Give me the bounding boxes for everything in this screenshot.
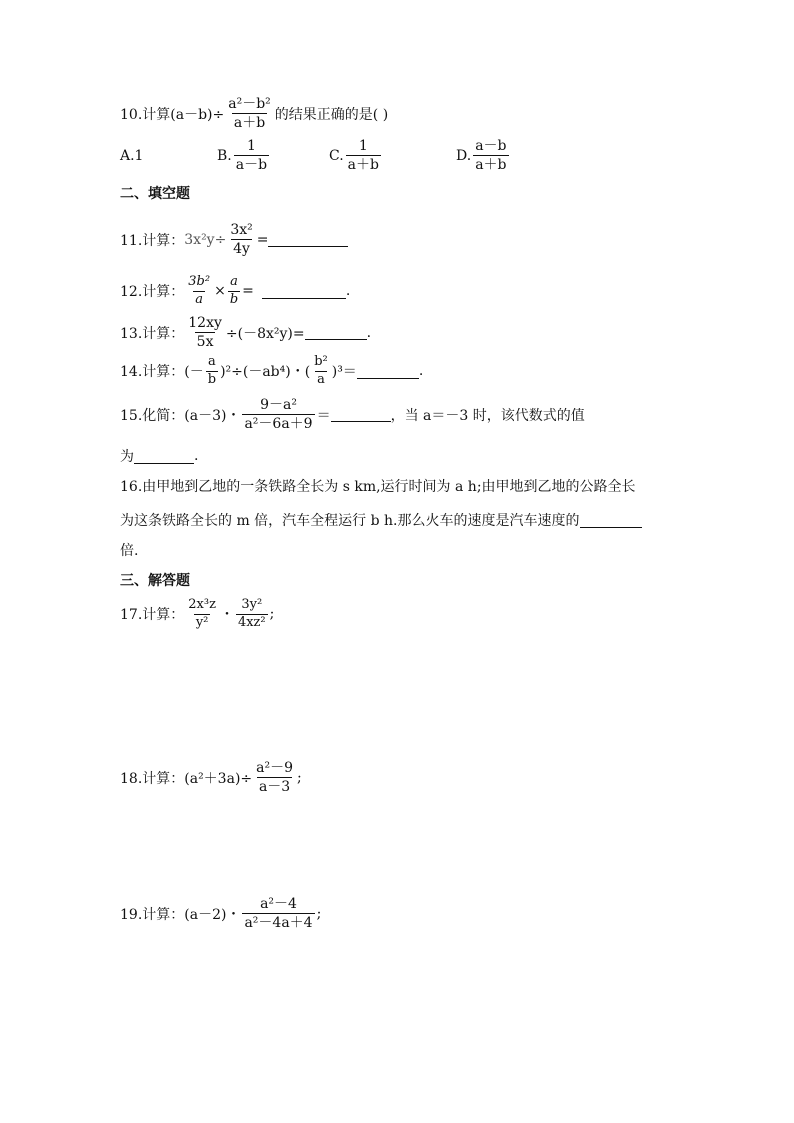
question-18 (120, 760, 302, 795)
q13-label: 13.计算： (120, 325, 185, 342)
q11-answer-blank[interactable] (268, 232, 348, 247)
q15-equals: ＝ (316, 407, 331, 424)
q10-tail: 的结果正确的是( ) (274, 106, 389, 123)
q12-answer-blank[interactable] (262, 284, 346, 299)
q12-label: 12.计算： (120, 284, 185, 301)
q19-frac-den: a²－4a＋4 (244, 915, 313, 932)
q18-expr: (a²＋3a)÷ (184, 770, 253, 787)
q12-period: . (345, 283, 351, 300)
q16-line1: 16.由甲地到乙地的一条铁路全长为 s km,运行时间为 a h;由甲地到乙地的公路全长 (120, 479, 636, 495)
q19-frac-num: a²－4 (260, 896, 297, 912)
q12-frac1-num: 3b² (188, 274, 211, 289)
q14-part1: (－ (184, 364, 204, 381)
q11-tail: = (256, 231, 269, 248)
q17-dot: ・ (219, 607, 234, 624)
q10-option-b-den: a－b (235, 157, 268, 174)
q15-line2-prefix: 为 (120, 449, 134, 465)
q13-period: . (366, 324, 372, 341)
q16-answer-blank[interactable] (580, 513, 642, 528)
q15-tail: ，当 a＝－3 时，该代数式的值 (390, 407, 585, 424)
q14-answer-blank[interactable] (357, 364, 419, 379)
q17-label: 17.计算： (120, 607, 185, 624)
q10-option-b (217, 138, 329, 173)
q15-line2 (120, 446, 198, 466)
q17-fraction-2 (236, 598, 268, 631)
section-heading-fill-in: 二、填空题 (120, 186, 190, 202)
q10-option-d (456, 138, 511, 173)
q19-expr: (a－2)・ (184, 906, 241, 923)
q17-fraction-1 (186, 598, 218, 631)
q10-option-c-num: 1 (358, 138, 368, 154)
q19-fraction (242, 896, 314, 931)
q15-label: 15.化简： (120, 407, 185, 424)
q12-frac2-num: a (230, 274, 238, 289)
q11-frac-num: 3x² (230, 222, 253, 238)
q15-answer-blank-1[interactable] (331, 407, 391, 422)
q10-frac-den: a＋b (233, 115, 266, 132)
q11-label: 11.计算： (120, 232, 185, 249)
q14-part2: )²÷(－ab⁴)・( (220, 364, 311, 381)
q10-option-a: A.1 (120, 147, 144, 164)
q17-frac1-num: 2x³z (188, 597, 216, 612)
q12-fraction-1 (186, 275, 212, 308)
q14-label: 14.计算： (120, 364, 185, 381)
q14-frac2-num: b² (314, 354, 328, 369)
q10-option-d-den: a＋b (475, 157, 507, 174)
q18-label: 18.计算： (120, 770, 185, 787)
q19-tail: ; (316, 905, 322, 922)
q15-answer-blank-2[interactable] (134, 449, 194, 464)
q18-tail: ; (297, 769, 302, 786)
q12-times: × (214, 283, 226, 300)
q14-period: . (418, 363, 424, 380)
q19-label: 19.计算： (120, 906, 185, 923)
q12-frac2-den: b (229, 291, 239, 307)
question-10 (120, 96, 388, 131)
q14-part3: )³＝ (331, 364, 357, 381)
q17-tail: ; (269, 606, 275, 623)
q13-frac-num: 12xy (188, 315, 222, 331)
q14-frac1-den: b (207, 371, 217, 387)
q16-line3: 倍. (120, 543, 139, 559)
q14-fraction-1 (206, 355, 218, 388)
q13-tail: ÷(－8x²y)= (225, 325, 305, 342)
question-14 (120, 355, 423, 388)
q10-frac-num: a²－b² (228, 96, 271, 112)
question-11 (120, 222, 348, 257)
q14-frac1-num: a (208, 354, 216, 369)
question-19 (120, 896, 321, 931)
q18-frac-num: a²－9 (256, 760, 294, 776)
q11-expr: 3x²y÷ (184, 231, 227, 248)
q14-frac2-den: a (317, 371, 325, 387)
q17-frac2-num: 3y² (241, 597, 263, 612)
question-17 (120, 598, 274, 631)
q15-frac-num: 9－a² (260, 397, 297, 413)
q12-equals: = (242, 283, 254, 300)
q10-fraction (226, 96, 273, 131)
q10-option-b-label: B. (217, 147, 232, 164)
q10-option-c (329, 138, 456, 173)
q11-fraction (228, 222, 254, 257)
q12-frac1-den: a (195, 291, 204, 307)
q13-fraction (186, 315, 224, 350)
q18-fraction (254, 760, 295, 795)
q13-frac-den: 5x (196, 334, 214, 351)
q10-label: 10.计算(a－b)÷ (120, 106, 225, 123)
section-heading-solutions: 三、解答题 (120, 573, 190, 589)
q17-frac2-den: 4xz² (237, 614, 266, 630)
q16-line2-text: 为这条铁路全长的 m 倍，汽车全程运行 b h.那么火车的速度是汽车速度的 (120, 513, 580, 529)
q10-option-d-num: a－b (475, 138, 507, 154)
q16-line2 (120, 510, 642, 530)
q10-option-c-label: C. (329, 147, 344, 164)
q15-frac-den: a²－6a＋9 (244, 416, 313, 433)
q15-period: . (194, 448, 199, 464)
q11-frac-den: 4y (233, 241, 250, 258)
q18-frac-den: a－3 (258, 779, 291, 796)
question-15 (120, 397, 585, 432)
q10-option-d-label: D. (456, 147, 472, 164)
question-12 (120, 275, 350, 308)
q17-frac1-den: y² (195, 614, 209, 630)
q10-option-c-den: a＋b (347, 157, 379, 174)
q12-fraction-2 (228, 275, 240, 308)
q10-options (120, 138, 511, 173)
q14-fraction-2 (312, 355, 330, 388)
question-13 (120, 315, 371, 350)
q15-fraction (242, 397, 314, 432)
q15-expr: (a－3)・ (184, 407, 241, 424)
q10-option-b-num: 1 (246, 138, 256, 154)
q13-answer-blank[interactable] (305, 325, 367, 340)
